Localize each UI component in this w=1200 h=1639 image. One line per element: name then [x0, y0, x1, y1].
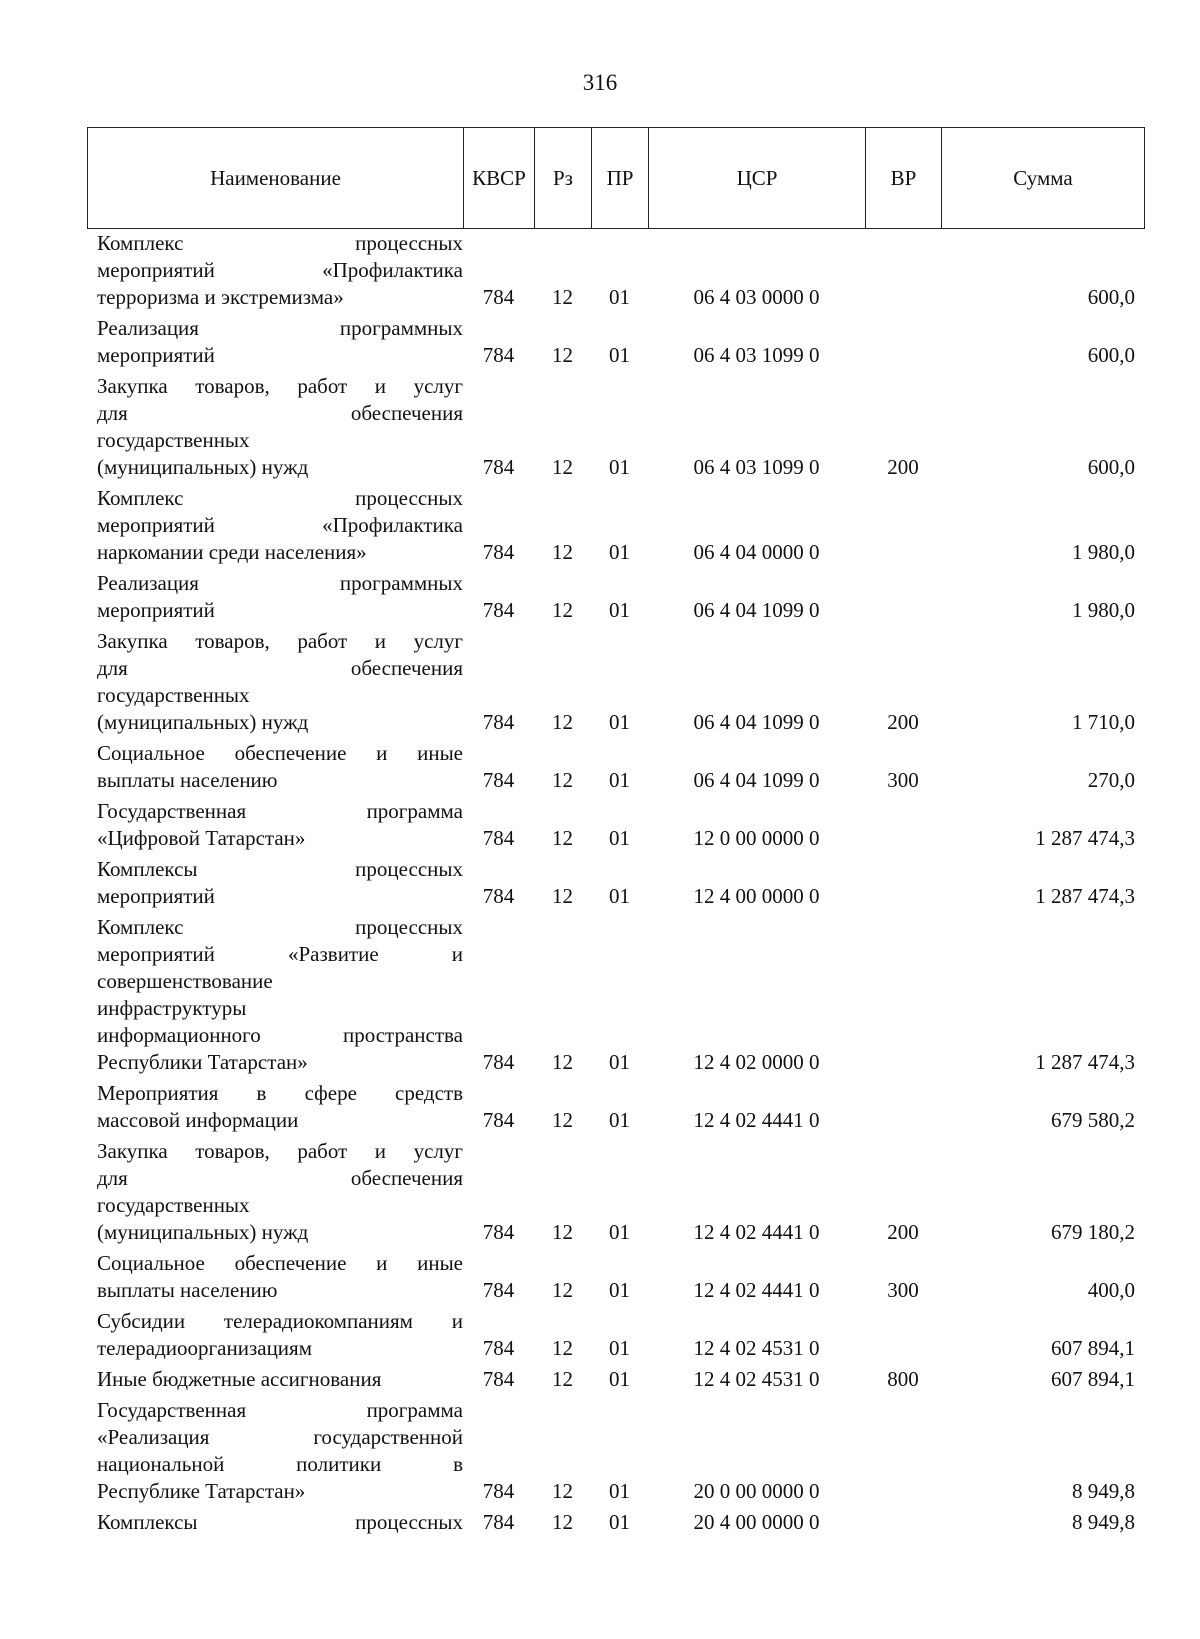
row-rz: 12	[552, 1108, 573, 1132]
table-row	[87, 798, 1145, 852]
row-name	[87, 798, 463, 852]
row-kvsr: 784	[482, 826, 515, 850]
row-csr: 12 4 00 0000 0	[693, 884, 820, 908]
row-kvsr: 784	[482, 1108, 515, 1132]
row-sum: 1 287 474,3	[1035, 826, 1135, 850]
row-rz: 12	[552, 768, 573, 792]
row-sum: 1 287 474,3	[1035, 884, 1135, 908]
row-csr: 12 4 02 4441 0	[693, 1278, 820, 1302]
row-name-line: Комплекс процессных	[97, 915, 463, 939]
table-row	[87, 1080, 1145, 1134]
row-name	[87, 1138, 463, 1246]
row-kvsr: 784	[482, 1220, 515, 1244]
row-pr: 01	[609, 1220, 630, 1244]
row-pr: 01	[609, 343, 630, 367]
row-rz: 12	[552, 343, 573, 367]
row-name-line: Субсидии телерадиокомпаниям и	[97, 1309, 463, 1333]
row-sum: 600,0	[1087, 343, 1135, 367]
table-row	[87, 570, 1145, 624]
row-pr: 01	[609, 598, 630, 622]
row-csr: 20 4 00 0000 0	[693, 1510, 820, 1534]
row-pr: 01	[609, 1050, 630, 1074]
table-row	[87, 1250, 1145, 1304]
row-sum: 400,0	[1087, 1278, 1135, 1302]
row-csr: 12 4 02 4531 0	[693, 1367, 820, 1391]
row-name-line: наркомании среди населения»	[97, 540, 367, 564]
row-name-line: телерадиоорганизациям	[97, 1336, 312, 1360]
page-number: 316	[582, 70, 618, 95]
row-csr: 12 4 02 4531 0	[693, 1336, 820, 1360]
row-name-line: Республике Татарстан»	[97, 1479, 306, 1503]
table-row	[87, 856, 1145, 910]
row-csr: 06 4 03 0000 0	[693, 285, 820, 309]
row-name	[87, 230, 463, 311]
table-row	[87, 373, 1145, 481]
row-pr: 01	[609, 710, 630, 734]
row-kvsr: 784	[482, 1510, 515, 1534]
row-name-line: национальной политики в	[97, 1452, 463, 1476]
row-name	[87, 373, 463, 481]
row-name	[87, 856, 463, 910]
row-rz: 12	[552, 1220, 573, 1244]
row-name	[87, 1080, 463, 1134]
row-name-line: Закупка товаров, работ и услуг	[97, 1139, 463, 1163]
row-csr: 12 4 02 0000 0	[693, 1050, 820, 1074]
row-name-line: инфраструктуры	[97, 996, 247, 1020]
header-rz: Рз	[535, 128, 592, 228]
row-name-line: Комплекс процессных	[97, 486, 463, 510]
row-name-line: Комплекс процессных	[97, 231, 463, 255]
row-csr: 06 4 03 1099 0	[693, 343, 820, 367]
table-row	[87, 1366, 1145, 1393]
row-kvsr: 784	[482, 884, 515, 908]
row-rz: 12	[552, 1479, 573, 1503]
row-name-line: Социальное обеспечение и иные	[97, 741, 463, 765]
row-name-line: (муниципальных) нужд	[97, 455, 309, 479]
table-row	[87, 628, 1145, 736]
row-kvsr: 784	[482, 1367, 515, 1391]
row-name-line: информационного пространства	[97, 1023, 463, 1047]
row-sum: 607 894,1	[1051, 1367, 1135, 1391]
row-name-line: мероприятий «Развитие и	[97, 942, 463, 966]
row-name	[87, 485, 463, 566]
row-name-line: государственных	[97, 683, 250, 707]
row-csr: 06 4 04 1099 0	[693, 598, 820, 622]
row-name-line: Государственная программа	[97, 1398, 463, 1422]
table-row	[87, 740, 1145, 794]
row-sum: 270,0	[1087, 768, 1135, 792]
row-kvsr: 784	[482, 1050, 515, 1074]
row-pr: 01	[609, 1510, 630, 1534]
row-csr: 06 4 04 0000 0	[693, 540, 820, 564]
row-vr: 200	[887, 1220, 919, 1244]
table-row	[87, 230, 1145, 311]
row-name-line: Мероприятия в сфере средств	[97, 1081, 463, 1105]
row-name-line: для обеспечения	[97, 401, 463, 425]
row-pr: 01	[609, 540, 630, 564]
row-kvsr: 784	[482, 710, 515, 734]
row-pr: 01	[609, 826, 630, 850]
row-rz: 12	[552, 285, 573, 309]
row-rz: 12	[552, 1050, 573, 1074]
row-name-line: Комплексы процессных	[97, 1510, 463, 1534]
header-csr: ЦСР	[649, 128, 866, 228]
row-vr: 200	[887, 710, 919, 734]
table-body	[87, 230, 1145, 1540]
row-sum: 1 980,0	[1072, 598, 1135, 622]
row-sum: 1 980,0	[1072, 540, 1135, 564]
row-csr: 06 4 04 1099 0	[693, 710, 820, 734]
row-rz: 12	[552, 1510, 573, 1534]
row-kvsr: 784	[482, 285, 515, 309]
row-name-line: массовой информации	[97, 1108, 299, 1132]
row-pr: 01	[609, 1336, 630, 1360]
header-kvsr: КВСР	[464, 128, 535, 228]
row-csr: 12 0 00 0000 0	[693, 826, 820, 850]
row-kvsr: 784	[482, 768, 515, 792]
row-csr: 06 4 03 1099 0	[693, 455, 820, 479]
row-name-line: государственных	[97, 428, 250, 452]
row-sum: 679 180,2	[1051, 1220, 1135, 1244]
row-sum: 1 287 474,3	[1035, 1050, 1135, 1074]
row-rz: 12	[552, 710, 573, 734]
row-name-line: (муниципальных) нужд	[97, 1220, 309, 1244]
row-name	[87, 1397, 463, 1505]
row-name-line: Комплексы процессных	[97, 857, 463, 881]
row-rz: 12	[552, 826, 573, 850]
table-row	[87, 1509, 1145, 1536]
row-name	[87, 570, 463, 624]
table-row	[87, 1308, 1145, 1362]
row-name	[87, 1250, 463, 1304]
row-kvsr: 784	[482, 343, 515, 367]
row-name-line: Реализация программных	[97, 571, 463, 595]
row-pr: 01	[609, 1367, 630, 1391]
row-pr: 01	[609, 1108, 630, 1132]
row-name	[87, 1509, 463, 1536]
row-vr: 300	[887, 768, 919, 792]
row-pr: 01	[609, 1479, 630, 1503]
row-sum: 600,0	[1087, 455, 1135, 479]
row-vr: 200	[887, 455, 919, 479]
row-name-line: для обеспечения	[97, 1166, 463, 1190]
row-sum: 1 710,0	[1072, 710, 1135, 734]
row-sum: 8 949,8	[1072, 1479, 1135, 1503]
row-name-line: мероприятий	[97, 598, 215, 622]
row-vr: 300	[887, 1278, 919, 1302]
row-name-line: Закупка товаров, работ и услуг	[97, 629, 463, 653]
row-pr: 01	[609, 455, 630, 479]
row-pr: 01	[609, 1278, 630, 1302]
row-name-line: для обеспечения	[97, 656, 463, 680]
row-name-line: Закупка товаров, работ и услуг	[97, 374, 463, 398]
row-name	[87, 1366, 463, 1393]
row-name-line: «Реализация государственной	[97, 1425, 463, 1449]
header-name: Наименование	[88, 128, 464, 228]
row-rz: 12	[552, 540, 573, 564]
table-row	[87, 315, 1145, 369]
row-kvsr: 784	[482, 598, 515, 622]
row-name-line: Государственная программа	[97, 799, 463, 823]
row-rz: 12	[552, 1367, 573, 1391]
row-rz: 12	[552, 598, 573, 622]
row-name	[87, 914, 463, 1076]
table-row	[87, 914, 1145, 1076]
header-pr: ПР	[592, 128, 649, 228]
row-kvsr: 784	[482, 455, 515, 479]
row-kvsr: 784	[482, 1479, 515, 1503]
row-name	[87, 315, 463, 369]
row-sum: 607 894,1	[1051, 1336, 1135, 1360]
table-header	[87, 127, 1145, 229]
row-name-line: «Цифровой Татарстан»	[97, 826, 306, 850]
row-kvsr: 784	[482, 1336, 515, 1360]
row-name-line: Социальное обеспечение и иные	[97, 1251, 463, 1275]
header-vr: ВР	[866, 128, 942, 228]
row-rz: 12	[552, 1336, 573, 1360]
row-rz: 12	[552, 455, 573, 479]
row-kvsr: 784	[482, 540, 515, 564]
header-sum: Сумма	[1013, 165, 1073, 190]
row-kvsr: 784	[482, 1278, 515, 1302]
row-name-line: мероприятий «Профилактика	[97, 258, 463, 282]
row-name-line: Республики Татарстан»	[97, 1050, 308, 1074]
row-name-line: (муниципальных) нужд	[97, 710, 309, 734]
row-name-line: совершенствование	[97, 969, 273, 993]
row-name-line: Реализация программных	[97, 316, 463, 340]
table-row	[87, 485, 1145, 566]
row-name	[87, 740, 463, 794]
row-name	[87, 1308, 463, 1362]
row-name-line: выплаты населению	[97, 1278, 278, 1302]
row-sum: 600,0	[1087, 285, 1135, 309]
row-name	[87, 628, 463, 736]
row-csr: 12 4 02 4441 0	[693, 1108, 820, 1132]
row-pr: 01	[609, 285, 630, 309]
row-rz: 12	[552, 1278, 573, 1302]
row-name-line: государственных	[97, 1193, 250, 1217]
row-csr: 12 4 02 4441 0	[693, 1220, 820, 1244]
row-name-line: мероприятий	[97, 884, 215, 908]
table-row	[87, 1397, 1145, 1505]
row-vr: 800	[887, 1367, 919, 1391]
row-name-line: терроризма и экстремизма»	[97, 285, 344, 309]
row-name-line: Иные бюджетные ассигнования	[97, 1367, 382, 1391]
row-rz: 12	[552, 884, 573, 908]
row-sum: 8 949,8	[1072, 1510, 1135, 1534]
table-row	[87, 1138, 1145, 1246]
row-csr: 06 4 04 1099 0	[693, 768, 820, 792]
row-sum: 679 580,2	[1051, 1108, 1135, 1132]
row-csr: 20 0 00 0000 0	[693, 1479, 820, 1503]
row-name-line: мероприятий «Профилактика	[97, 513, 463, 537]
row-pr: 01	[609, 884, 630, 908]
row-pr: 01	[609, 768, 630, 792]
row-name-line: выплаты населению	[97, 768, 278, 792]
row-name-line: мероприятий	[97, 343, 215, 367]
